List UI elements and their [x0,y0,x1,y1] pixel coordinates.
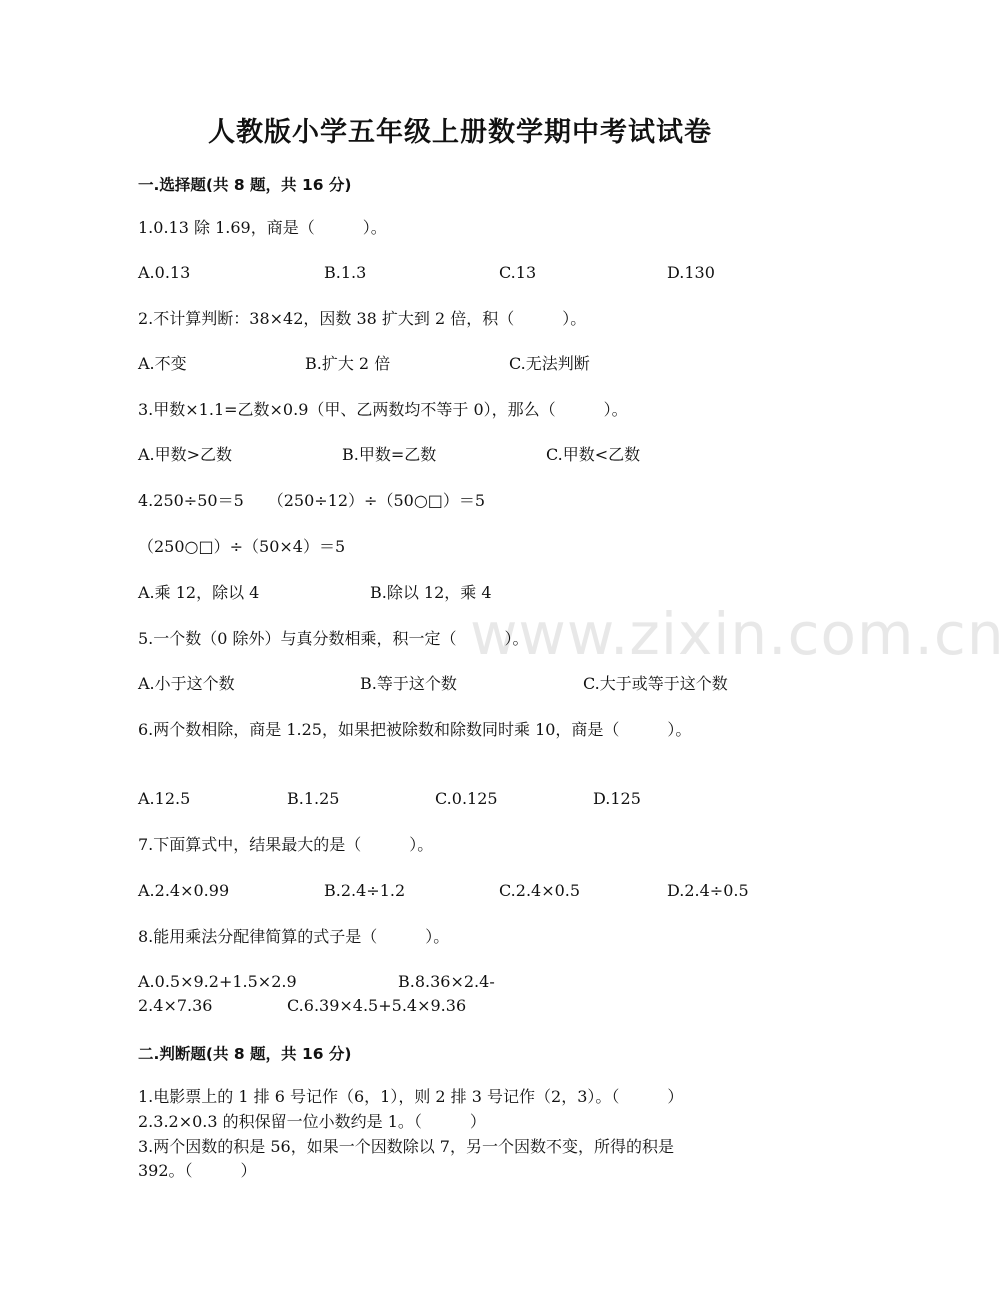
q7-option-a: A.2.4×0.99 [138,881,230,900]
question-4-line-2: （250○□）÷（50×4）＝5 [138,537,346,556]
q1-option-b: B.1.3 [324,263,367,282]
section-heading-judgement: 二.判断题(共 8 题，共 16 分) [138,1045,352,1063]
q1-option-d: D.130 [667,263,715,282]
q5-option-b: B.等于这个数 [360,674,457,693]
q7-option-b: B.2.4÷1.2 [324,881,406,900]
q8-option-b-continued: 2.4×7.36 [138,996,213,1015]
q3-option-a: A.甲数>乙数 [138,445,233,464]
q2-option-a: A.不变 [138,354,187,373]
q3-option-c: C.甲数<乙数 [546,445,641,464]
question-1: 1.0.13 除 1.69，商是（ ）。 [138,218,387,237]
q4-option-a: A.乘 12，除以 4 [138,583,260,602]
judgement-item-2: 2.3.2×0.3 的积保留一位小数约是 1。（ ） [138,1112,486,1131]
q3-option-b: B.甲数=乙数 [342,445,437,464]
question-5: 5.一个数（0 除外）与真分数相乘，积一定（ ）。 [138,629,529,648]
question-3: 3.甲数×1.1=乙数×0.9（甲、乙两数均不等于 0），那么（ ）。 [138,400,628,419]
judgement-item-3-continued: 392。（ ） [138,1161,257,1180]
q4-option-b: B.除以 12，乘 4 [370,583,492,602]
question-2: 2.不计算判断：38×42，因数 38 扩大到 2 倍，积（ ）。 [138,309,587,328]
watermark: www.zixin.com.cn [470,600,1005,668]
q6-option-b: B.1.25 [287,789,340,808]
question-4: 4.250÷50＝5 （250÷12）÷（50○□）＝5 [138,491,486,510]
question-7: 7.下面算式中，结果最大的是（ ）。 [138,835,434,854]
q8-option-a: A.0.5×9.2+1.5×2.9 [138,972,297,991]
q2-option-c: C.无法判断 [509,354,590,373]
q8-option-b: B.8.36×2.4- [398,972,495,991]
exam-title: 人教版小学五年级上册数学期中考试试卷 [208,117,712,148]
q6-option-d: D.125 [593,789,641,808]
q1-option-c: C.13 [499,263,537,282]
q8-option-c: C.6.39×4.5+5.4×9.36 [287,996,467,1015]
q7-option-d: D.2.4÷0.5 [667,881,749,900]
q1-option-a: A.0.13 [138,263,191,282]
q6-option-a: A.12.5 [138,789,191,808]
section-heading-choice: 一.选择题(共 8 题，共 16 分) [138,176,352,194]
q2-option-b: B.扩大 2 倍 [305,354,391,373]
question-8: 8.能用乘法分配律简算的式子是（ ）。 [138,927,450,946]
q5-option-a: A.小于这个数 [138,674,235,693]
q6-option-c: C.0.125 [435,789,498,808]
judgement-item-3: 3.两个因数的积是 56，如果一个因数除以 7，另一个因数不变，所得的积是 [138,1137,674,1156]
question-6: 6.两个数相除，商是 1.25，如果把被除数和除数同时乘 10，商是（ ）。 [138,720,692,739]
q5-option-c: C.大于或等于这个数 [583,674,728,693]
judgement-item-1: 1.电影票上的 1 排 6 号记作（6，1），则 2 排 3 号记作（2，3）。（ ） [138,1087,684,1106]
q7-option-c: C.2.4×0.5 [499,881,581,900]
